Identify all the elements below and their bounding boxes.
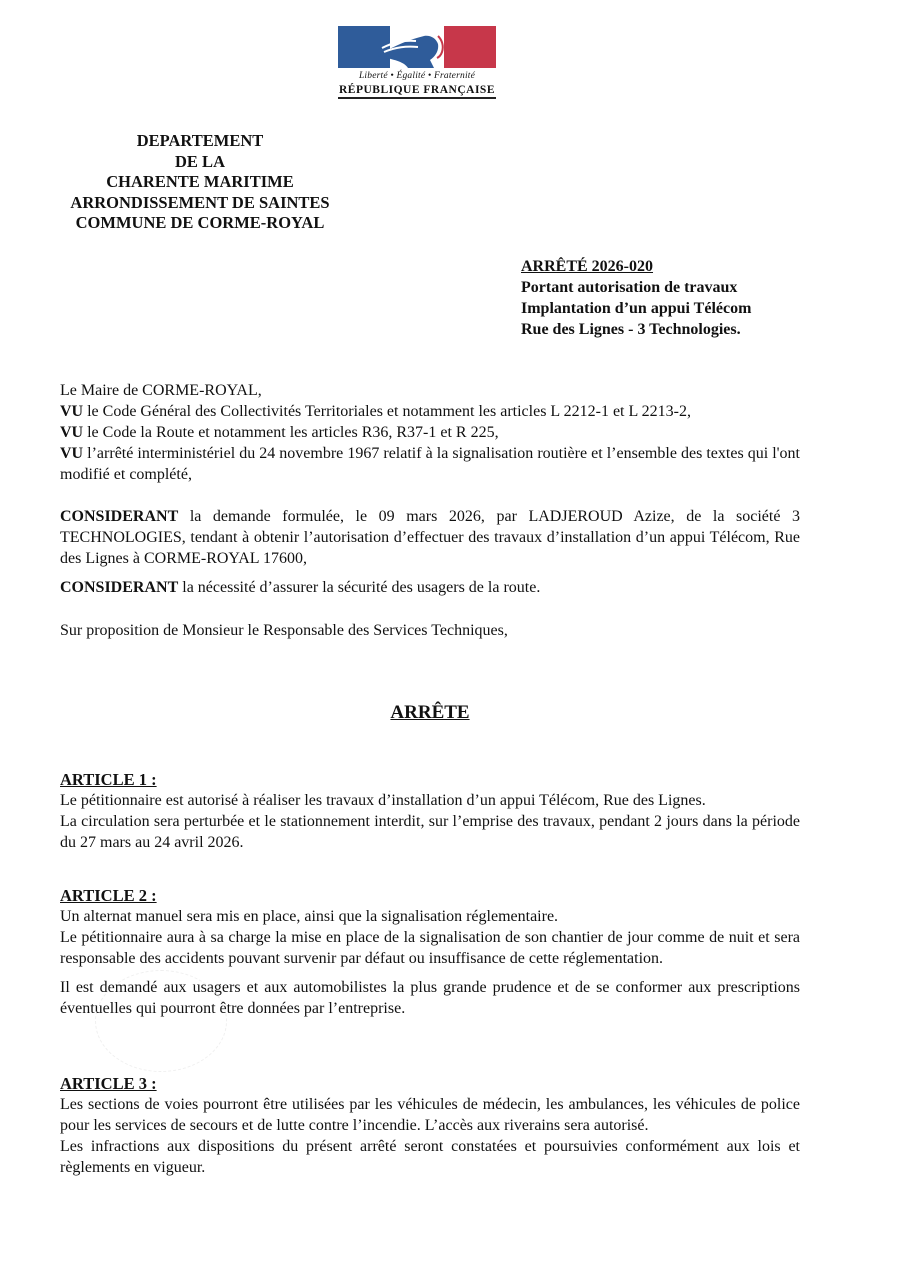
department-line: CHARENTE MARITIME — [106, 172, 294, 191]
article-paragraph: Un alternat manuel sera mis en place, ainsi que la signalisation réglementaire. — [60, 908, 559, 925]
vu-text: le Code la Route et notamment les articles R36, R37-1 et R 225, — [83, 424, 499, 441]
arrete-subject-line: Portant autorisation de travaux — [521, 279, 738, 296]
article-paragraph: La circulation sera perturbée et le stationnement interdit, sur l’emprise des travaux, pendant 2 jours dans la période du 27 mars au 24 avril 2026. — [60, 813, 800, 851]
arrete-number: ARRÊTÉ 2026-020 — [521, 258, 654, 275]
logo-motto: Liberté • Égalité • Fraternité — [358, 71, 476, 81]
article-3 — [60, 1073, 800, 1178]
republique-francaise-logo — [338, 26, 496, 99]
department-line: DEPARTEMENT — [136, 131, 264, 150]
preamble-vu-block — [60, 380, 800, 485]
department-line: COMMUNE DE CORME-ROYAL — [75, 213, 325, 232]
vu-text: le Code Général des Collectivités Territoriales et notamment les articles L 2212-1 et L 2213-2, — [83, 403, 691, 420]
arrete-subject-line: Implantation d’un appui Télécom — [521, 300, 752, 317]
article-paragraph: Les infractions aux dispositions du présent arrêté seront constatées et poursuivies conformément aux lois et règlements en vigueur. — [60, 1138, 800, 1176]
decree-title: ARRÊTE — [390, 702, 470, 723]
mayor-line: Le Maire de CORME-ROYAL, — [60, 382, 262, 399]
faint-stamp — [95, 970, 227, 1072]
considerant-block-1 — [60, 506, 800, 569]
proposition-text: Sur proposition de Monsieur le Responsable des Services Techniques, — [60, 622, 508, 639]
vu-keyword: VU — [60, 424, 84, 441]
considerant-text: la demande formulée, le 09 mars 2026, par LADJEROUD Azize, de la société 3 TECHNOLOGIES, tendant à obtenir l’autorisation d’effectuer des travaux d’installation d’un appui Télécom, Rue des Lignes à CORME-ROYAL 17600, — [60, 508, 800, 567]
article-paragraph: Les sections de voies pourront être utilisées par les véhicules de médecin, les ambulances, les véhicules de police pour les services de secours et de lutte contre l’incendie. L’accès aux riverains sera autorisé. — [60, 1096, 800, 1134]
vu-keyword: VU — [60, 445, 84, 462]
considerant-text: la nécessité d’assurer la sécurité des usagers de la route. — [178, 579, 541, 596]
considerant-keyword: CONSIDERANT — [60, 508, 179, 525]
considerant-keyword: CONSIDERANT — [60, 579, 179, 596]
department-block — [40, 131, 360, 234]
article-paragraph: Le pétitionnaire aura à sa charge la mise en place de la signalisation de son chantier de jour comme de nuit et sera responsable des accidents pouvant survenir par défaut ou insuffisance de cette réglementation. — [60, 929, 800, 967]
article-paragraph: Il est demandé aux usagers et aux automobilistes la plus grande prudence et de se conformer aux prescriptions éventuelles qui pourront être données par l’entreprise. — [60, 979, 800, 1017]
vu-line — [60, 401, 800, 422]
arrete-subject-line: Rue des Lignes - 3 Technologies. — [521, 321, 741, 338]
proposition-block — [60, 620, 800, 641]
vu-text: l’arrêté interministériel du 24 novembre 1967 relatif à la signalisation routière et l’ensemble des textes qui l'ont modifié et complété, — [60, 445, 800, 483]
article-heading: ARTICLE 2 : — [60, 886, 157, 905]
article-heading: ARTICLE 3 : — [60, 1074, 157, 1093]
department-line: DE LA — [175, 151, 225, 171]
department-line: ARRONDISSEMENT DE SAINTES — [70, 192, 330, 212]
considerant-block-2 — [60, 577, 800, 598]
article-paragraph: Le pétitionnaire est autorisé à réaliser les travaux d’installation d’un appui Télécom, Rue des Lignes. — [60, 792, 706, 809]
article-1 — [60, 769, 800, 853]
marianne-flag-icon — [338, 26, 496, 68]
vu-keyword: VU — [60, 403, 84, 420]
arrete-header — [521, 256, 881, 340]
article-heading: ARTICLE 1 : — [60, 770, 157, 789]
vu-line — [60, 422, 800, 443]
vu-line — [60, 443, 800, 485]
logo-republic: RÉPUBLIQUE FRANÇAISE — [338, 84, 496, 99]
